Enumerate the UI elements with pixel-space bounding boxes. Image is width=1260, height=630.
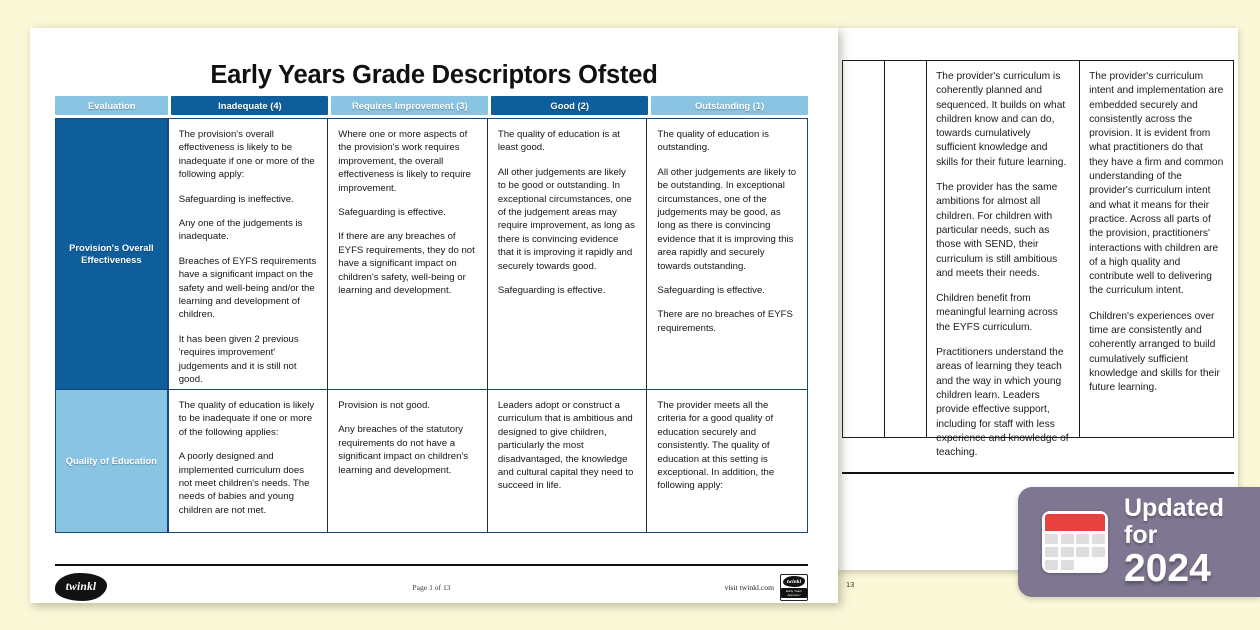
updated-badge-text [1124,495,1260,589]
paragraph: There are no breaches of EYFS requirements. [657,309,793,334]
calendar-grid [1045,534,1105,570]
paragraph: All other judgements are likely to be outstanding. In exceptional circumstances, one of the judgements may be good, as long as there is convincing evidence that it is improving this area rapidly and securely towards outstanding. [657,166,797,272]
paragraph: Any breaches of the statutory requirements do not have a significant impact on children's learning and development. [338,424,469,476]
paragraph: Children's experiences over time are consistently and coherently arranged to build cumulatively sufficient knowledge and skills for their future learning. [1089,310,1220,394]
paragraph: The quality of education is likely to be inadequate if one or more of the following applies: [178,400,315,438]
document-page[interactable] [30,28,838,603]
background-column-good [927,61,1080,459]
visit-twinkl-link[interactable]: visit twinkl.com [724,582,774,592]
paragraph: A poorly designed and implemented curriculum does not meet children's needs. The needs of babies and young children are not met. [178,451,310,516]
row-label-quality-of-education: Quality of Education [56,390,169,532]
background-table [842,60,1234,459]
paragraph: Leaders adopt or construct a curriculum that is ambitious and designed to give children, particularly the most disadvantaged, the knowledge and cultural capital they need to succeed in life. [497,400,634,492]
cell-overall-inadequate [169,119,329,389]
badge-subtitle: Early Years Approved [781,588,807,598]
paragraph: The provision's overall effectiveness is likely to be inadequate if one or more of the following apply: [178,129,315,181]
page-title: Early Years Grade Descriptors Ofsted [210,61,658,89]
paragraph: Children benefit from meaningful learning across the EYFS curriculum. [936,293,1058,333]
column-header-requires-improvement: Requires Improvement (3) [331,96,488,115]
badge-logo-text: twinkl [786,578,802,585]
paragraph: The quality of education is at least good. [497,129,620,154]
paragraph: If there are any breaches of EYFS requirements, they do not have a significant impact on children's safety, well-being or learning and development. [338,231,475,297]
updated-badge-year: 2024 [1124,547,1211,590]
column-header-evaluation: Evaluation [55,96,168,115]
paragraph: Where one or more aspects of the provision's work requires improvement, the overall effectiveness is likely to require improvement. [338,129,471,194]
table-row [56,389,807,532]
row-label-provisions-overall-effectiveness: Provision's Overall Effectiveness [56,119,169,389]
paragraph: The provider's curriculum is coherently planned and sequenced. It builds on what children know and can do, towards cumulatively sufficient knowledge and skills for their future learning. [936,71,1067,168]
column-header-outstanding: Outstanding (1) [651,96,808,115]
table-body [55,118,808,533]
calendar-icon [1042,511,1108,573]
paragraph: Safeguarding is effective. [497,285,606,297]
footer-rule [55,564,808,566]
column-header-good: Good (2) [491,96,648,115]
updated-for-badge[interactable] [1018,487,1260,597]
paragraph: Safeguarding is effective. [657,285,765,297]
cell-quality-requires-improvement [328,390,488,532]
cell-overall-requires-improvement [328,119,488,389]
twinkl-logo-text: twinkl [65,581,97,593]
grade-descriptors-table [55,96,808,533]
twinkl-approved-badge [780,574,808,601]
cell-quality-inadequate [169,390,329,532]
paragraph: Safeguarding is ineffective. [178,193,294,205]
paragraph: The provider's curriculum intent and implementation are embedded securely and consistently across the provision. It is evident from what practitioners do that they have a firm and common understanding of the provider's curriculum intent and what it means for their practice. Across all parts of the provision, practitioners' interactions with children are of a high quality and contribute well to delivering the curriculum intent. [1089,71,1224,297]
paragraph: The provider meets all the criteria for a good quality of education securely and consistently. The quality of education at this setting is exceptional. In addition, the following apply: [657,400,775,492]
paragraph: Breaches of EYFS requirements have a significant impact on the safety and well-being and/or the learning and development of children. [178,255,317,321]
paragraph: The provider has the same ambitions for almost all children. For children with particular needs, such as those with SEND, their curriculum is still ambitious and meets their needs. [936,182,1058,279]
paragraph: All other judgements are likely to be good or outstanding. In exceptional circumstances, one of the judgement areas may require improvement, as long as there is convincing evidence that it is improving it rapidly and securely towards good. [497,166,635,272]
background-column-spacer-a [843,61,885,437]
updated-badge-line1: Updated for [1124,494,1224,549]
table-header-row [55,96,808,115]
cell-quality-good [488,390,648,532]
page-counter: Page 1 of 13 [412,582,451,592]
paragraph: Safeguarding is effective. [338,207,446,219]
background-column-outstanding [1080,61,1233,437]
background-page-counter: 13 [846,580,855,589]
paragraph: Provision is not good. [338,400,430,411]
table-row [56,119,807,389]
paragraph: It has been given 2 previous 'requires improvement' judgements and it is still not good. [178,333,299,386]
page-footer [55,570,808,604]
paragraph: The quality of education is outstanding. [657,129,769,154]
check-icon: ✓ [797,589,807,600]
paragraph: Practitioners understand the areas of learning they teach and the way in which young children learn. Leaders provide effective support, including for staff with less experience and knowledge of teaching. [936,347,1069,459]
cell-overall-outstanding [647,119,807,389]
cell-quality-outstanding [647,390,807,532]
cell-overall-good [488,119,648,389]
paragraph: Any one of the judgements is inadequate. [178,218,303,243]
badge-blob-shape [783,576,805,587]
background-footer-rule [842,472,1234,474]
background-column-spacer-b [885,61,927,437]
column-header-inadequate: Inadequate (4) [171,96,328,115]
calendar-header-bar [1045,514,1105,531]
